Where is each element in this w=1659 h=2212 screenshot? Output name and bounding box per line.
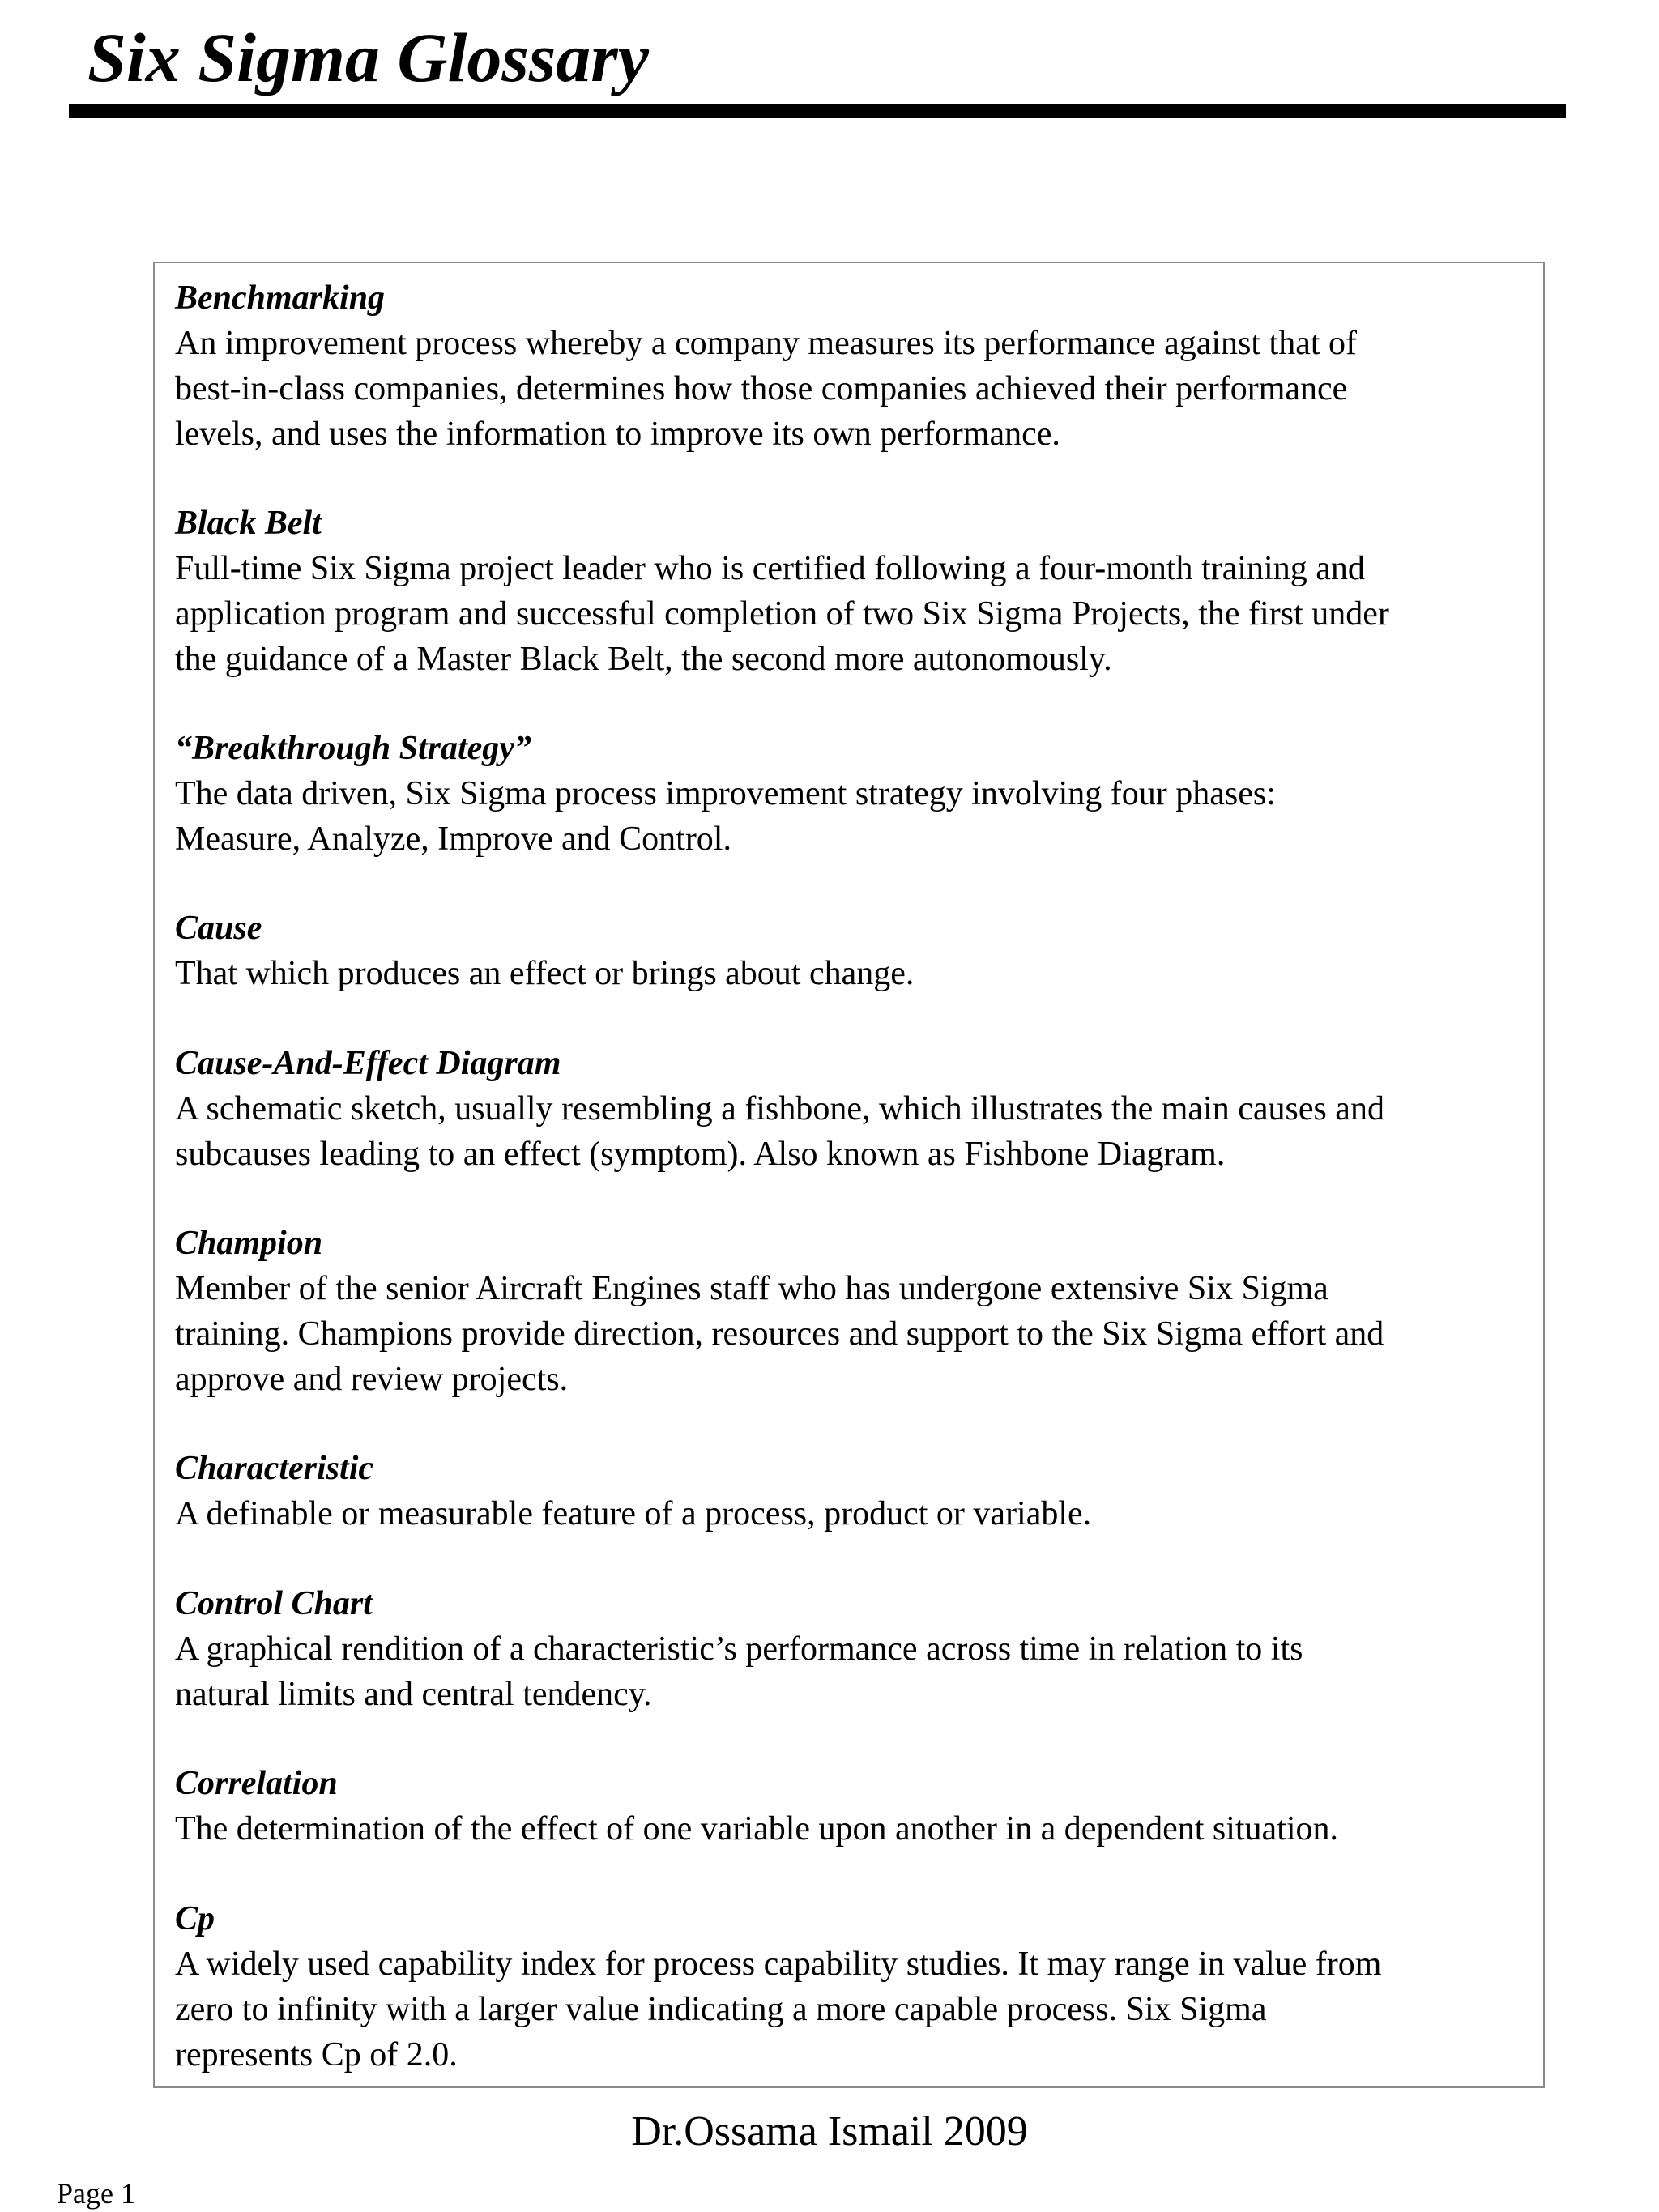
glossary-term: Cp bbox=[175, 1900, 215, 1937]
glossary-definition bbox=[175, 546, 1536, 682]
glossary-entry-cause bbox=[175, 906, 1536, 996]
glossary-entry-champion bbox=[175, 1221, 1536, 1402]
definition-line: training. Champions provide direction, resources and support to the Six Sigma effort and bbox=[175, 1315, 1384, 1353]
definition-line: A definable or measurable feature of a process, product or variable. bbox=[175, 1495, 1092, 1532]
definition-line: Member of the senior Aircraft Engines staff who has undergone extensive Six Sigma bbox=[175, 1270, 1328, 1307]
definition-line: the guidance of a Master Black Belt, the second more autonomously. bbox=[175, 641, 1112, 678]
page-number: Page 1 bbox=[57, 2177, 135, 2210]
glossary-term: “Breakthrough Strategy” bbox=[175, 730, 531, 767]
glossary-definition bbox=[175, 1266, 1536, 1402]
glossary-term: Cause-And-Effect Diagram bbox=[175, 1045, 561, 1082]
glossary-entry-cp bbox=[175, 1896, 1536, 2078]
glossary-term: Cause bbox=[175, 910, 262, 947]
glossary-definition bbox=[175, 1941, 1536, 2078]
glossary-term: Control Chart bbox=[175, 1585, 373, 1622]
definition-line: A graphical rendition of a characteristic’s performance across time in relation to its bbox=[175, 1630, 1303, 1668]
definition-line: A schematic sketch, usually resembling a fishbone, which illustrates the main causes and bbox=[175, 1090, 1384, 1127]
definition-line: application program and successful completion of two Six Sigma Projects, the first under bbox=[175, 595, 1389, 633]
definition-line: An improvement process whereby a company measures its performance against that of bbox=[175, 325, 1358, 362]
glossary-definition bbox=[175, 1806, 1536, 1852]
definition-line: best-in-class companies, determines how those companies achieved their performance bbox=[175, 370, 1348, 407]
glossary-definition bbox=[175, 951, 1536, 996]
definition-line: approve and review projects. bbox=[175, 1361, 569, 1398]
glossary-definition bbox=[175, 1491, 1536, 1536]
glossary-entry-breakthrough-strategy bbox=[175, 726, 1536, 862]
glossary-entry-control-chart bbox=[175, 1581, 1536, 1717]
glossary-entry-black-belt bbox=[175, 501, 1536, 682]
glossary-definition bbox=[175, 1086, 1536, 1177]
page-title: Six Sigma Glossary bbox=[87, 19, 649, 96]
title-rule bbox=[69, 104, 1566, 118]
glossary-entry-cause-and-effect-diagram bbox=[175, 1041, 1536, 1177]
definition-line: represents Cp of 2.0. bbox=[175, 2036, 458, 2073]
definition-line: The determination of the effect of one variable upon another in a dependent situation. bbox=[175, 1810, 1339, 1848]
glossary-entry-benchmarking bbox=[175, 275, 1536, 457]
definition-line: zero to infinity with a larger value indicating a more capable process. Six Sigma bbox=[175, 1991, 1267, 2028]
definition-line: subcauses leading to an effect (symptom). Also known as Fishbone Diagram. bbox=[175, 1136, 1226, 1173]
glossary-term: Black Belt bbox=[175, 505, 322, 542]
glossary-definition bbox=[175, 321, 1536, 457]
definition-line: A widely used capability index for process capability studies. It may range in value from bbox=[175, 1946, 1382, 1983]
glossary-term: Champion bbox=[175, 1225, 323, 1262]
glossary-term: Benchmarking bbox=[175, 279, 386, 317]
footer-author: Dr.Ossama Ismail 2009 bbox=[631, 2108, 1028, 2154]
glossary-term: Correlation bbox=[175, 1765, 338, 1802]
definition-line: The data driven, Six Sigma process improvement strategy involving four phases: bbox=[175, 775, 1276, 812]
definition-line: Full-time Six Sigma project leader who is certified following a four-month training and bbox=[175, 550, 1365, 587]
glossary-entry-characteristic bbox=[175, 1446, 1536, 1536]
definition-line: That which produces an effect or brings about change. bbox=[175, 955, 915, 992]
glossary-term: Characteristic bbox=[175, 1450, 374, 1487]
definition-line: Measure, Analyze, Improve and Control. bbox=[175, 820, 731, 858]
glossary-definition bbox=[175, 1626, 1536, 1717]
glossary-definition bbox=[175, 771, 1536, 862]
glossary-entry-correlation bbox=[175, 1761, 1536, 1852]
definition-line: levels, and uses the information to improve its own performance. bbox=[175, 416, 1060, 453]
definition-line: natural limits and central tendency. bbox=[175, 1676, 652, 1713]
